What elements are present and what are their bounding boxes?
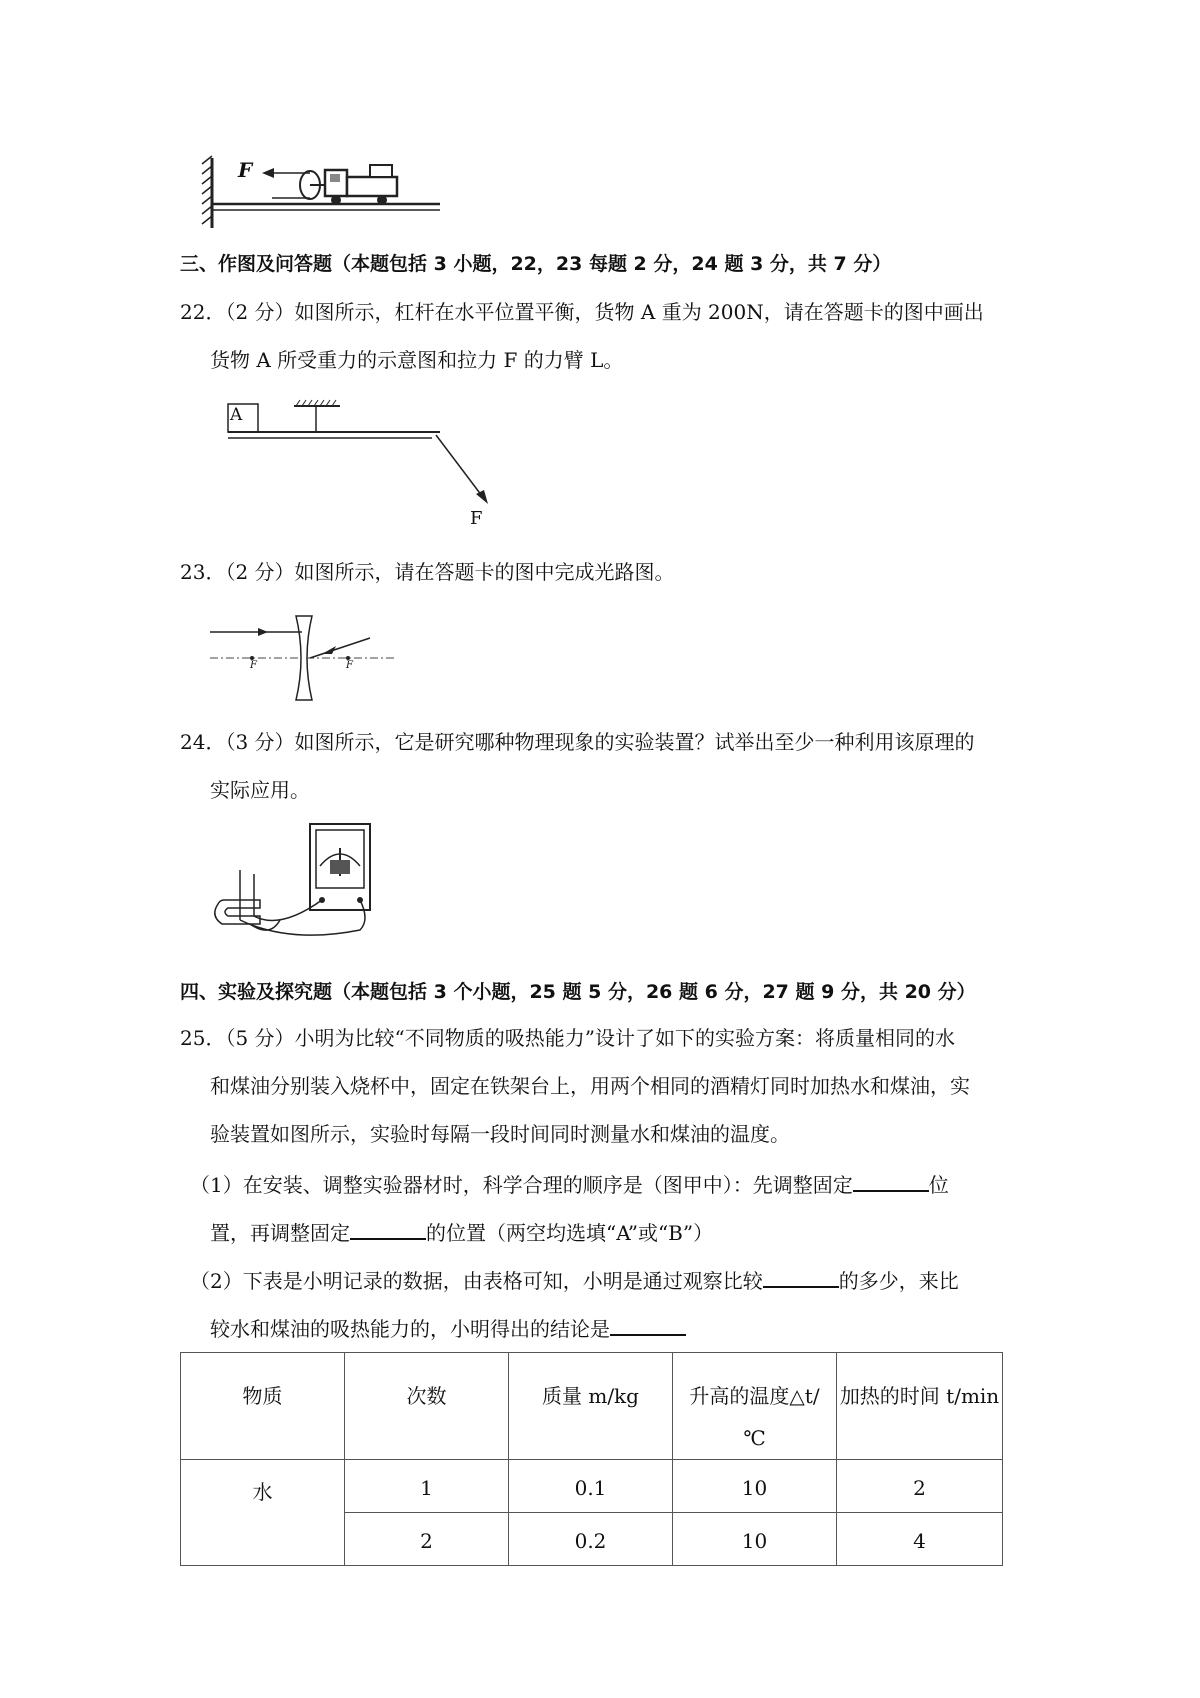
q22-line2: 货物 A 所受重力的示意图和拉力 F 的力臂 L。 bbox=[210, 348, 624, 372]
q25-part2-text-a: （2）下表是小明记录的数据，由表格可知，小明是通过观察比较 bbox=[190, 1269, 763, 1293]
data-table bbox=[180, 1352, 1003, 1566]
q25-line3: 验装置如图所示，实验时每隔一段时间同时测量水和煤油的温度。 bbox=[210, 1122, 790, 1146]
induction-drawing bbox=[210, 820, 410, 940]
table-cell: 10 bbox=[673, 1513, 837, 1566]
answer-blank[interactable] bbox=[610, 1316, 686, 1336]
table-cell: 4 bbox=[837, 1513, 1003, 1566]
table-cell: 1 bbox=[345, 1460, 509, 1513]
table-cell: 2 bbox=[837, 1460, 1003, 1513]
q25-part1-line1 bbox=[190, 1172, 949, 1195]
table-cell: 0.1 bbox=[509, 1460, 673, 1513]
table-header-cell: 升高的温度△t/ ℃ bbox=[673, 1353, 837, 1460]
table-cell: 2 bbox=[345, 1513, 509, 1566]
q24-line1: 24．（3 分）如图所示，它是研究哪种物理现象的实验装置？试举出至少一种利用该原理的 bbox=[180, 730, 975, 754]
table-cell: 10 bbox=[673, 1460, 837, 1513]
section-3-heading: 三、作图及问答题（本题包括 3 小题，22，23 每题 2 分，24 题 3 分，共 7 分） bbox=[180, 253, 892, 275]
q25-part2-text-c: 较水和煤油的吸热能力的，小明得出的结论是 bbox=[210, 1317, 610, 1341]
q22-line1: 22．（2 分）如图所示，杠杆在水平位置平衡，货物 A 重为 200N，请在答题卡的图中画出 bbox=[180, 300, 984, 324]
q25-line1: 25．（5 分）小明为比较“不同物质的吸热能力”设计了如下的实验方案：将质量相同的水 bbox=[180, 1026, 955, 1050]
answer-blank[interactable] bbox=[350, 1220, 426, 1240]
q25-part2-line1 bbox=[190, 1268, 959, 1291]
table-row bbox=[181, 1460, 1003, 1513]
table-header-cell: 物质 bbox=[181, 1353, 345, 1460]
lens-focus-right-label: F bbox=[346, 660, 353, 671]
q25-part1-text-a: （1）在安装、调整实验器材时，科学合理的顺序是（图甲中）：先调整固定 bbox=[190, 1173, 853, 1197]
lever-drawing bbox=[220, 398, 480, 528]
section-4-heading: 四、实验及探究题（本题包括 3 个小题，25 题 5 分，26 题 6 分，27 题 9 分，共 20 分） bbox=[180, 981, 976, 1003]
q25-part2-text-b: 的多少，来比 bbox=[838, 1269, 959, 1293]
q25-part1-text-c: 置，再调整固定 bbox=[210, 1221, 350, 1245]
table-header-cell: 次数 bbox=[345, 1353, 509, 1460]
table-header-cell: 质量 m/kg bbox=[509, 1353, 673, 1460]
cargo-a-label: A bbox=[230, 405, 243, 425]
q24-line2: 实际应用。 bbox=[210, 778, 310, 802]
lens-focus-left-label: F bbox=[250, 660, 257, 671]
q25-part1-line2 bbox=[210, 1220, 713, 1243]
q25-part1-text-d: 的位置（两空均选填“A”或“B”） bbox=[426, 1221, 714, 1245]
table-header-row bbox=[181, 1353, 1003, 1460]
lens-drawing bbox=[210, 610, 400, 700]
answer-blank[interactable] bbox=[853, 1172, 929, 1192]
q25-part2-line2 bbox=[210, 1316, 686, 1339]
table-header-cell: 加热的时间 t/min bbox=[837, 1353, 1003, 1460]
table-cell: 0.2 bbox=[509, 1513, 673, 1566]
force-f-label: F bbox=[238, 158, 253, 182]
q25-part1-text-b: 位 bbox=[928, 1173, 949, 1197]
q25-line2: 和煤油分别装入烧杯中，固定在铁架台上，用两个相同的酒精灯同时加热水和煤油，实 bbox=[210, 1074, 970, 1098]
q23-line1: 23．（2 分）如图所示，请在答题卡的图中完成光路图。 bbox=[180, 560, 675, 584]
answer-blank[interactable] bbox=[763, 1268, 839, 1288]
table-cell-substance: 水 bbox=[181, 1460, 345, 1566]
lever-force-f-label: F bbox=[470, 508, 483, 529]
